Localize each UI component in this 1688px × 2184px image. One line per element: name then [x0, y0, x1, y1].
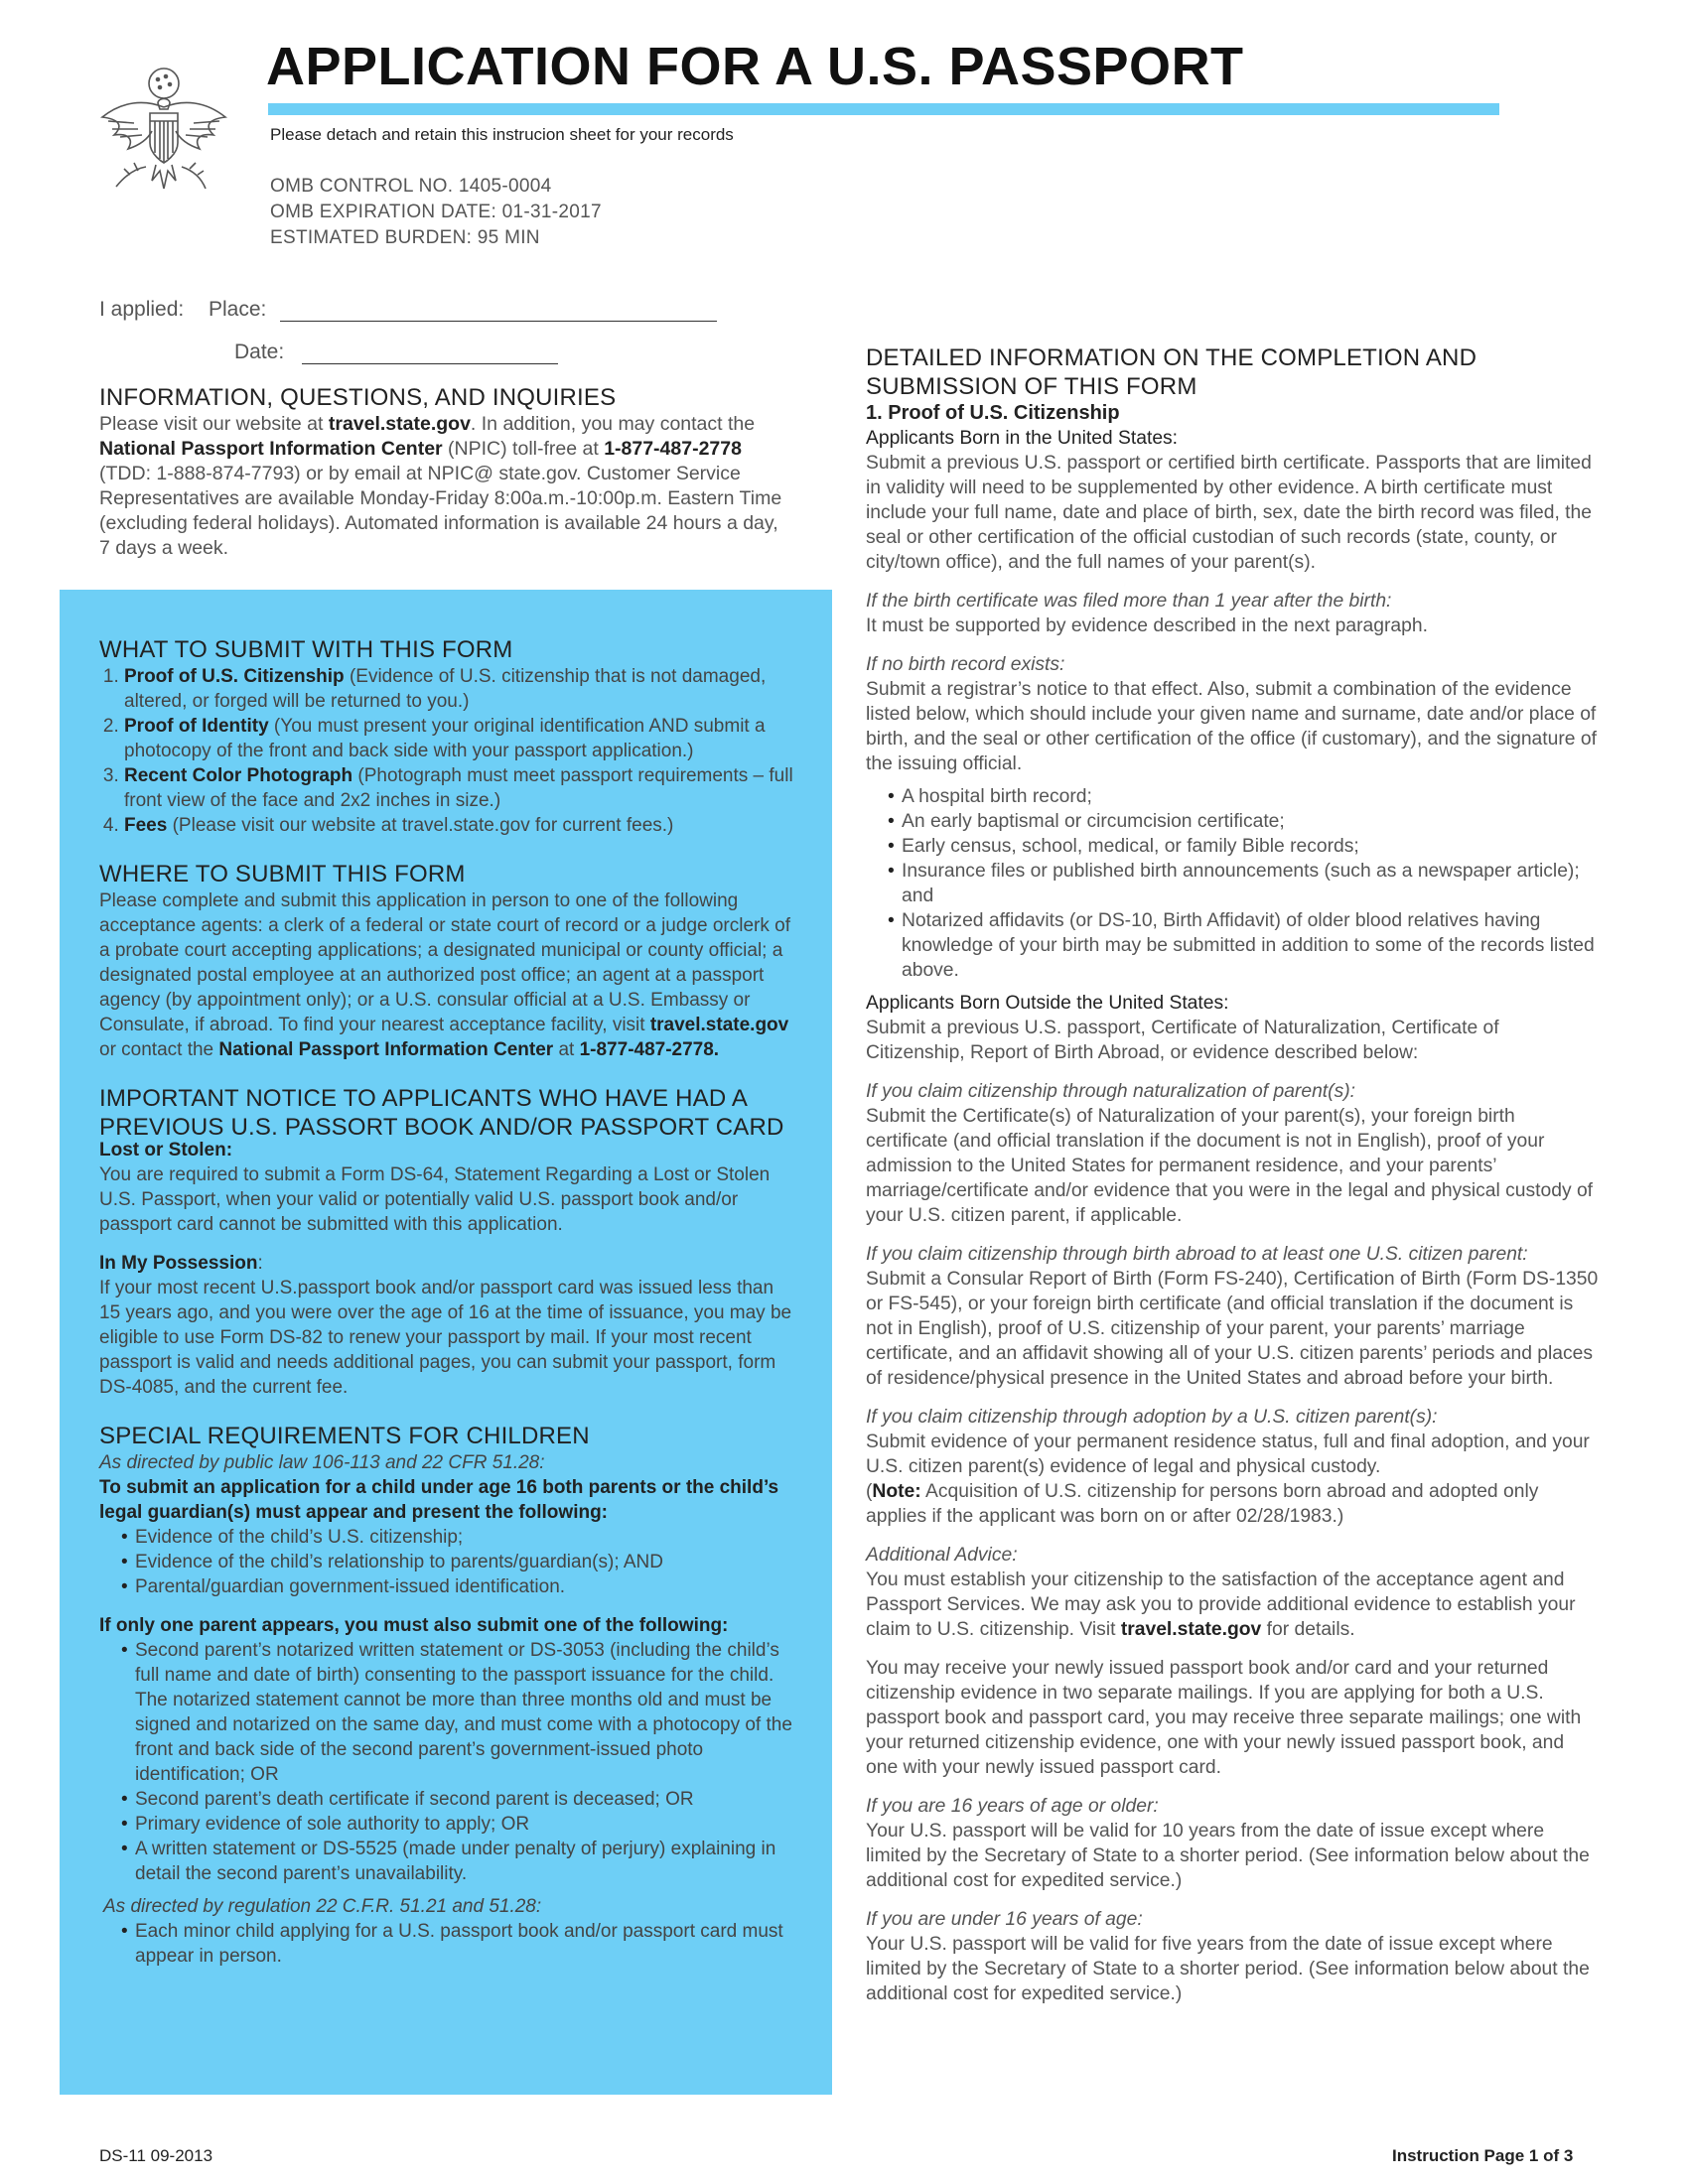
- great-seal-emblem: [94, 60, 233, 199]
- list-item: 4. Fees (Please visit our website at travel.state.gov for current fees.): [124, 813, 794, 838]
- lost-text: You are required to submit a Form DS-64, Statement Regarding a Lost or Stolen U.S. Passport, when your valid or potentially valid U.S. passport book and/or passport card cannot be submitted with this application.: [99, 1164, 771, 1235]
- adopt-note: (Note: Acquisition of U.S. citizenship for persons born abroad and adopted only applies if the applicant was born on or after 02/28/1983.): [866, 1481, 1539, 1527]
- children-law: As directed by public law 106-113 and 22 CFR 51.28:: [99, 1452, 545, 1473]
- omb-info: [270, 174, 602, 251]
- page-title: APPLICATION FOR A U.S. PASSPORT: [266, 37, 1244, 96]
- under-label: If you are under 16 years of age:: [866, 1909, 1143, 1930]
- possession-label: In My Possession:: [99, 1253, 263, 1274]
- children-list-2: [99, 1638, 794, 1886]
- estimated-burden: ESTIMATED BURDEN: 95 MIN: [270, 227, 540, 248]
- date-label: Date:: [234, 341, 285, 363]
- list-item: • Parental/guardian government-issued identification.: [135, 1574, 794, 1599]
- list-item: 3. Recent Color Photograph (Photograph must meet passport requirements – full front view of the face and 2x2 inches in size.): [124, 763, 794, 813]
- list-item: • Early census, school, medical, or family Bible records;: [902, 834, 1601, 859]
- detail-heading: DETAILED INFORMATION ON THE COMPLETION AND SUBMISSION OF THIS FORM: [866, 344, 1477, 400]
- possession-text: If your most recent U.S.passport book and/or passport card was issued less than 15 years ago, and you were over the age of 16 at the time of issuance, you may be eligible to use Form DS-82 to renew your passport by mail. If your most recent passport is valid and needs additional pages, you can submit your passport, form DS-4085, and the current fee.: [99, 1278, 792, 1398]
- notice-heading: IMPORTANT NOTICE TO APPLICANTS WHO HAVE HAD A PREVIOUS U.S. PASSORT BOOK AND/OR PASSPORT CARD: [99, 1085, 784, 1141]
- late-label: If the birth certificate was filed more than 1 year after the birth:: [866, 591, 1392, 612]
- list-item: • Each minor child applying for a U.S. passport book and/or passport card must appear in person.: [135, 1919, 794, 1969]
- list-item: 1. Proof of U.S. Citizenship (Evidence of U.S. citizenship that is not damaged, altered, or forged will be returned to you.): [124, 664, 794, 714]
- under-text: Your U.S. passport will be valid for five years from the date of issue except where limited by the Secretary of State to a shorter period. (See information below about the additional cost for expedited service.): [866, 1934, 1590, 2004]
- mailing-text: You may receive your newly issued passport book and/or card and your returned citizenship evidence in two separate mailings. If you are applying for both a U.S. passport book and passport card, you may receive three separate mailings; one with your returned citizenship evidence, one with your newly issued passport book, and one with your newly issued passport card.: [866, 1658, 1582, 1778]
- list-item: • Evidence of the child’s relationship to parents/guardian(s); AND: [135, 1550, 794, 1574]
- date-field[interactable]: [302, 341, 558, 364]
- page-number: Instruction Page 1 of 3: [1392, 2146, 1574, 2165]
- no-record-label: If no birth record exists:: [866, 654, 1065, 675]
- detailed-info-section: [866, 343, 1601, 2006]
- advice-label: Additional Advice:: [866, 1545, 1018, 1566]
- adopt-label: If you claim citizenship through adoption by a U.S. citizen parent(s):: [866, 1407, 1438, 1428]
- npic-phone: 1-877-487-2778.: [579, 1039, 720, 1060]
- npic-phone: 1-877-487-2778: [604, 438, 742, 460]
- info-heading: INFORMATION, QUESTIONS, AND INQUIRIES: [99, 384, 617, 411]
- no-record-text: Submit a registrar’s notice to that effect. Also, submit a combination of the evidence listed below, which should include your given name and surname, date and/or place of birth, and the seal or other certification of the office (if customary), and the signature of the issuing official.: [866, 679, 1597, 774]
- applied-section: [99, 292, 717, 364]
- website-link[interactable]: travel.state.gov: [328, 413, 471, 435]
- older-label: If you are 16 years of age or older:: [866, 1796, 1159, 1817]
- late-text: It must be supported by evidence described in the next paragraph.: [866, 615, 1428, 636]
- born-in-heading: Applicants Born in the United States:: [866, 428, 1179, 449]
- info-section: [99, 383, 784, 561]
- what-list: [99, 664, 794, 838]
- where-text: Please complete and submit this application in person to one of the following acceptance agents: a clerk of a federal or state court of record or a judge orclerk of a probate court accepting applications; a designated municipal or county official; a designated postal employee at an authorized post office; an agent at a passport agency (by appointment only); or a U.S. consular official at a U.S. Embassy or Consulate, if abroad. To find your nearest acceptance facility, visit travel.state.gov or contact the National Passport Information Center at 1-877-487-2778.: [99, 890, 790, 1060]
- born-out-text: Submit a previous U.S. passport, Certificate of Naturalization, Certificate of Citizenship, Report of Birth Abroad, or evidence described below:: [866, 1018, 1499, 1063]
- list-item: • Primary evidence of sole authority to apply; OR: [135, 1812, 794, 1837]
- adopt-text: Submit evidence of your permanent residence status, full and final adoption, and your U.S. citizen parent(s) evidence of legal and physical custody.: [866, 1432, 1590, 1477]
- abroad-label: If you claim citizenship through birth abroad to at least one U.S. citizen parent:: [866, 1244, 1528, 1265]
- proof-heading: 1. Proof of U.S. Citizenship: [866, 402, 1120, 424]
- place-field[interactable]: [280, 299, 717, 322]
- place-label: Place:: [209, 298, 267, 321]
- nat-text: Submit the Certificate(s) of Naturalization of your parent(s), your foreign birth certificate (and official translation if the document is not in English), proof of your admission to the United States for permanent residence, and your parents’ marriage/certificate and/or evidence that you were in the legal and physical custody of your U.S. citizen parent, if applicable.: [866, 1106, 1594, 1226]
- where-heading: WHERE TO SUBMIT THIS FORM: [99, 861, 466, 887]
- requirements-content: [99, 635, 794, 1969]
- advice-text: You must establish your citizenship to the satisfaction of the acceptance agent and Passport Services. We may ask you to provide additional evidence to establish your claim to U.S. citizenship. Visit travel.state.gov for details.: [866, 1570, 1576, 1640]
- children-list-1: [99, 1525, 794, 1599]
- list-item: • Second parent’s death certificate if second parent is deceased; OR: [135, 1787, 794, 1812]
- children-heading: SPECIAL REQUIREMENTS FOR CHILDREN: [99, 1423, 590, 1449]
- list-item: 2. Proof of Identity (You must present your original identification AND submit a photocopy of the front and back side with your passport application.): [124, 714, 794, 763]
- omb-expiration-date: OMB EXPIRATION DATE: 01-31-2017: [270, 202, 602, 222]
- born-out-heading: Applicants Born Outside the United States:: [866, 993, 1229, 1014]
- older-text: Your U.S. passport will be valid for 10 years from the date of issue except where limited by the Secretary of State to a shorter period. (See information below about the additional cost for expedited service.): [866, 1821, 1590, 1891]
- list-item: • An early baptismal or circumcision certificate;: [902, 809, 1601, 834]
- abroad-text: Submit a Consular Report of Birth (Form FS-240), Certification of Birth (Form DS-1350 or FS-545), or your foreign birth certificate (and official translation if the document is not in English), proof of U.S. citizenship of your parent, your parents’ marriage certificate, and an affidavit showing all of your U.S. citizen parents’ periods and places of residence/physical presence in the United States and abroad before your birth.: [866, 1269, 1599, 1389]
- lost-label: Lost or Stolen:: [99, 1140, 233, 1160]
- nat-label: If you claim citizenship through naturalization of parent(s):: [866, 1081, 1355, 1102]
- children-regulation: As directed by regulation 22 C.F.R. 51.21 and 51.28:: [103, 1896, 542, 1917]
- one-parent-requirement: If only one parent appears, you must also submit one of the following:: [99, 1615, 729, 1636]
- list-item: • A hospital birth record;: [902, 784, 1601, 809]
- list-item: • Second parent’s notarized written statement or DS-3053 (including the child’s full name and date of birth) consenting to the passport issuance for the child. The notarized statement cannot be more than three months old and must be signed and notarized on the same day, and must come with a photocopy of the front and back side of the second parent’s government-issued photo identification; OR: [135, 1638, 794, 1787]
- website-link[interactable]: travel.state.gov: [1120, 1619, 1262, 1640]
- applied-label: I applied:: [99, 298, 185, 321]
- children-list-3: [99, 1919, 794, 1969]
- evidence-list: [866, 784, 1601, 983]
- omb-control-number: OMB CONTROL NO. 1405-0004: [270, 176, 552, 197]
- list-item: • Insurance files or published birth announcements (such as a newspaper article); and: [902, 859, 1601, 908]
- website-link[interactable]: travel.state.gov: [649, 1015, 789, 1035]
- list-item: • Evidence of the child’s U.S. citizenship;: [135, 1525, 794, 1550]
- instruction-subtitle: Please detach and retain this instrucion sheet for your records: [270, 125, 734, 144]
- children-requirement: To submit an application for a child under age 16 both parents or the child’s legal guardian(s) must appear and present the following:: [99, 1477, 779, 1523]
- title-accent-bar: [268, 103, 1499, 115]
- info-text: Please visit our website at travel.state.gov. In addition, you may contact the National Passport Information Center (NPIC) toll-free at 1-877-487-2778 (TDD: 1-888-874-7793) or by email at NPIC@ state.gov. Customer Service Representatives are available Monday-Friday 8:00a.m.-10:00p.m. Eastern Time (excluding federal holidays). Automated information is available 24 hours a day, 7 days a week.: [99, 413, 782, 559]
- born-in-text: Submit a previous U.S. passport or certified birth certificate. Passports that are limited in validity will need to be supplemented by other evidence. A birth certificate must include your full name, date and place of birth, sex, date the birth record was filed, the seal or other certification of the official custodian of such records (state, county, or city/town office), and the full names of your parent(s).: [866, 453, 1592, 573]
- list-item: • Notarized affidavits (or DS-10, Birth Affidavit) of older blood relatives having knowledge of your birth may be submitted in addition to some of the records listed above.: [902, 908, 1601, 983]
- form-id: DS-11 09-2013: [99, 2146, 213, 2165]
- list-item: • A written statement or DS-5525 (made under penalty of perjury) explaining in detail the second parent’s unavailability.: [135, 1837, 794, 1886]
- what-heading: WHAT TO SUBMIT WITH THIS FORM: [99, 636, 513, 663]
